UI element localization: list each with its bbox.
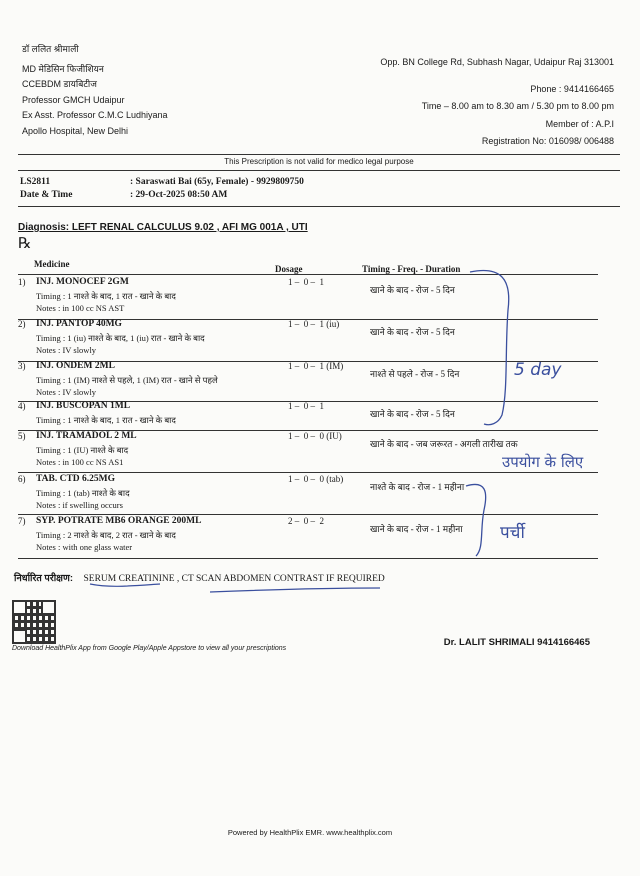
diagnosis: Diagnosis: LEFT RENAL CALCULUS 9.02 , AFI MG 001A , UTI [18, 222, 308, 233]
medicine-name: INJ. TRAMADOL 2 ML [36, 431, 137, 441]
handwritten-note: पर्ची [500, 523, 525, 543]
clinic-time: Time – 8.00 am to 8.30 am / 5.30 pm to 8.00 pm [421, 101, 614, 111]
clinic-address: Opp. BN College Rd, Subhash Nagar, Udaipur Raj 313001 [380, 57, 614, 67]
medicine-number: 6) [18, 474, 26, 484]
medicine-timing: Timing : 1 नाश्ते के बाद, 1 रात - खाने के बाद [36, 291, 176, 301]
medicine-frequency: खाने के बाद - जब जरूरत - अगली तारीख तक [370, 439, 518, 449]
medicine-notes: Notes : in 100 cc NS AS1 [36, 457, 124, 467]
date-label: Date & Time [20, 190, 73, 200]
medicine-number: 7) [18, 516, 26, 526]
medicine-name: INJ. ONDEM 2ML [36, 361, 115, 371]
col-dosage: Dosage [275, 264, 303, 274]
patient-name: : Saraswati Bai (65y, Female) - 9929809750 [130, 177, 304, 187]
medicine-timing: Timing : 1 (tab) नाश्ते के बाद [36, 488, 130, 498]
underline-mark [90, 584, 160, 586]
medicine-number: 1) [18, 277, 26, 287]
legal-notice: This Prescription is not valid for medico legal purpose [224, 157, 414, 166]
medicine-name: INJ. MONOCEF 2GM [36, 277, 129, 287]
underline-mark [210, 588, 380, 592]
patient-id: LS2811 [20, 177, 51, 187]
clinic-phone: Phone : 9414166465 [530, 83, 614, 94]
handwritten-note: 5 day [514, 360, 562, 380]
qualification-line: Professor GMCH Udaipur [22, 94, 125, 105]
bracket-mark [466, 484, 486, 556]
medicine-dose: 1 – 0 – 0 (tab) [288, 474, 344, 484]
medicine-frequency: खाने के बाद - रोज - 5 दिन [370, 409, 455, 419]
medicine-number: 2) [18, 319, 26, 329]
medicine-frequency: नाश्ते के बाद - रोज - 1 महीना [370, 482, 465, 492]
doctor-signature: Dr. LALIT SHRIMALI 9414166465 [443, 637, 590, 648]
medicine-notes: Notes : in 100 cc NS AST [36, 303, 125, 313]
rx-symbol: ℞ [18, 236, 32, 252]
medicine-dose: 2 – 0 – 2 [288, 516, 324, 526]
medicine-timing: Timing : 1 नाश्ते के बाद, 1 रात - खाने के बाद [36, 415, 176, 425]
tests-label: निर्धारित परीक्षण: [14, 573, 74, 584]
medicine-name: TAB. CTD 6.25MG [36, 474, 115, 484]
medicine-notes: Notes : if swelling occurs [36, 500, 123, 510]
medicine-timing: Timing : 1 (IU) नाश्ते के बाद [36, 445, 129, 455]
tests-value: SERUM CREATININE , CT SCAN ABDOMEN CONTRAST IF REQUIRED [83, 574, 385, 584]
medicine-name: SYP. POTRATE MB6 ORANGE 200ML [36, 516, 202, 526]
medicine-notes: Notes : IV slowly [36, 345, 97, 355]
clinic-registration: Registration No: 016098/ 006488 [481, 136, 614, 146]
medicine-notes: Notes : IV slowly [36, 387, 97, 397]
qualification-line: Ex Asst. Professor C.M.C Ludhiyana [22, 110, 168, 120]
medicine-frequency: खाने के बाद - रोज - 5 दिन [370, 285, 455, 295]
bracket-mark [470, 271, 509, 425]
medicine-dose: 1 – 0 – 1 (IM) [288, 361, 344, 371]
qualification-line: Apollo Hospital, New Delhi [22, 125, 129, 136]
medicine-dose: 1 – 0 – 0 (IU) [288, 431, 342, 441]
qualification-line: MD मेडिसिन फिजीशियन [22, 63, 104, 74]
medicine-frequency: खाने के बाद - रोज - 1 महीना [370, 524, 463, 534]
medicine-number: 5) [18, 431, 26, 441]
col-medicine: Medicine [34, 259, 70, 269]
qualification-line: CCEBDM डायबिटीज [22, 79, 97, 89]
medicine-notes: Notes : with one glass water [36, 542, 133, 552]
medicine-dose: 1 – 0 – 1 [288, 401, 324, 411]
medicine-frequency: खाने के बाद - रोज - 5 दिन [370, 327, 455, 337]
visit-date: : 29-Oct-2025 08:50 AM [130, 190, 228, 200]
medicine-frequency: नाश्ते से पहले - रोज - 5 दिन [370, 369, 460, 379]
medicine-dose: 1 – 0 – 1 [288, 277, 324, 287]
medicine-number: 3) [18, 361, 26, 371]
medicine-number: 4) [18, 401, 26, 411]
medicine-name: INJ. BUSCOPAN 1ML [36, 401, 131, 411]
medicine-timing: Timing : 2 नाश्ते के बाद, 2 रात - खाने के बाद [36, 530, 176, 540]
medicine-timing: Timing : 1 (IM) नाश्ते से पहले, 1 (IM) रात - खाने से पहले [36, 375, 218, 385]
doctor-name: डॉ ललित श्रीमाली [22, 44, 79, 54]
medicine-timing: Timing : 1 (iu) नाश्ते के बाद, 1 (iu) रात - खाने के बाद [36, 333, 205, 343]
clinic-member: Member of : A.P.I [545, 118, 614, 129]
download-app-text: Download HealthPlix App from Google Play/Apple Appstore to view all your prescriptions [12, 645, 287, 652]
medicine-name: INJ. PANTOP 40MG [36, 319, 122, 329]
medicine-dose: 1 – 0 – 1 (iu) [288, 319, 340, 329]
qr-code[interactable] [12, 600, 56, 644]
footer: Powered by HealthPlix EMR. www.healthplix.com [227, 828, 393, 837]
handwritten-note: उपयोग के लिए [502, 453, 584, 471]
col-timing: Timing - Freq. - Duration [362, 264, 461, 274]
